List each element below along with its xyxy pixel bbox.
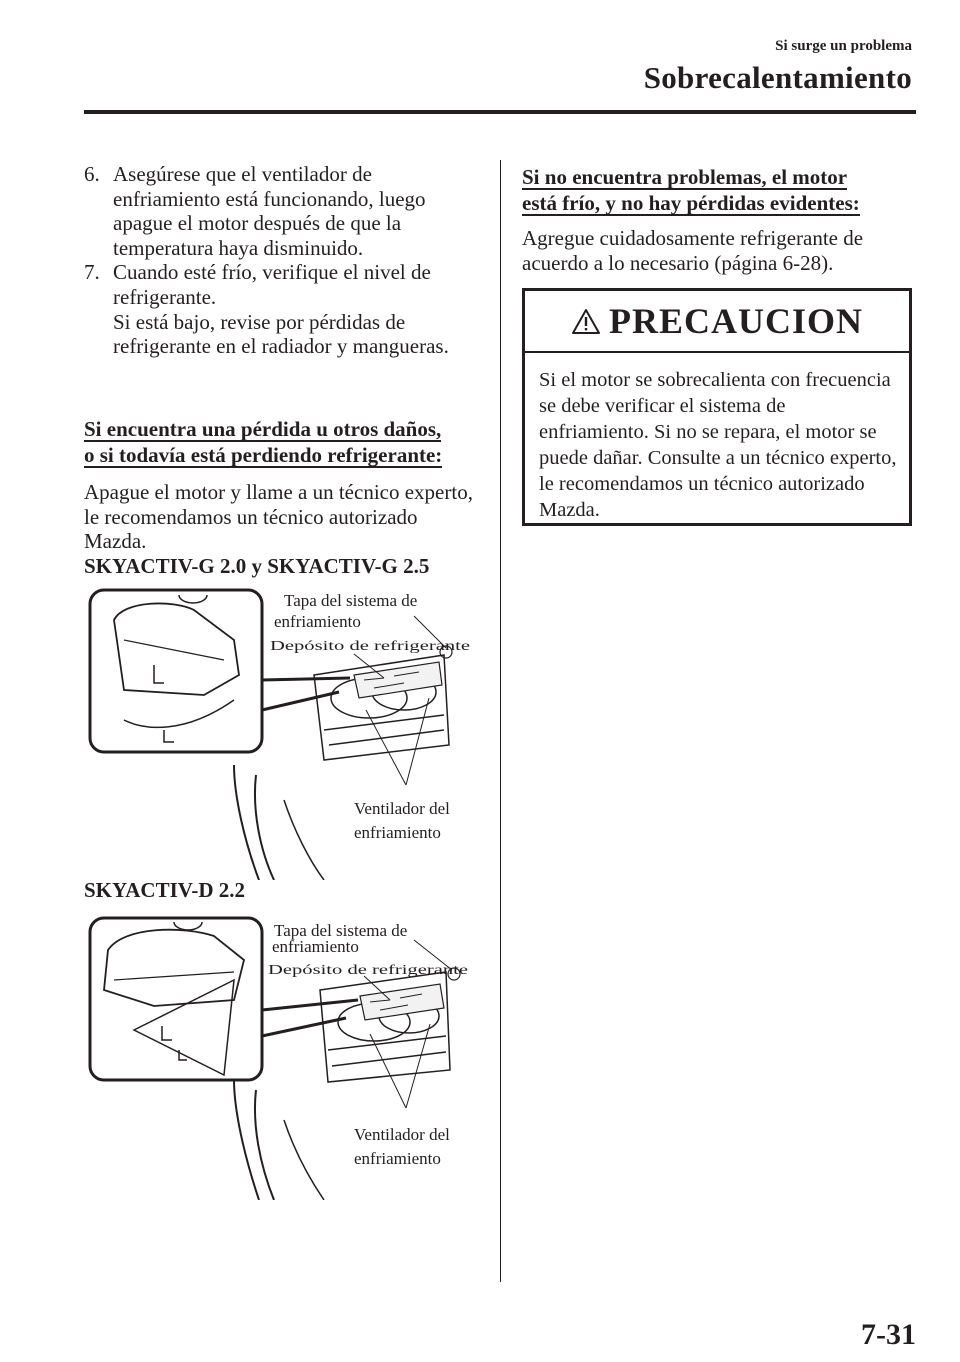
step-text-continued: Si está bajo, revise por pérdidas de refrigerante en el radiador y mangueras. [113, 309, 449, 359]
figure-d-label: SKYACTIV-D 2.2 [84, 878, 246, 902]
engine-bay-illustration-g [84, 580, 484, 880]
figure-d-fan-line1: Ventilador del [354, 1125, 450, 1144]
figure-d-fan-line2: enfriamiento [354, 1149, 441, 1168]
no-problem-body: Agregue cuidadosamente refrigerante de acuerdo a lo necesario (página 6-28). [522, 226, 864, 275]
no-problem-heading [522, 164, 922, 216]
figure-g-reservoir-label: Depósito de refrigerante [270, 639, 470, 654]
list-item [84, 162, 484, 260]
figure-g-fan-line2: enfriamiento [354, 823, 441, 842]
caution-title: PRECAUCION [608, 301, 863, 341]
step-number: 6. [84, 162, 100, 186]
figure-d [84, 910, 484, 1200]
leak-body: Apague el motor y llame a un técnico experto, le recomendamos un técnico autorizado Mazda. [84, 480, 473, 554]
caution-box [522, 288, 912, 526]
figure-d-reservoir-label: Depósito de refrigerante [268, 963, 468, 978]
figure-g-label: SKYACTIV-G 2.0 y SKYACTIV-G 2.5 [84, 554, 430, 578]
leak-heading-line2: o si todavía está perdiendo refrigerante: [84, 443, 443, 467]
header-rule [84, 110, 916, 114]
warning-triangle-icon [571, 308, 601, 335]
step-text: Cuando esté frío, verifique el nivel de refrigerante. [113, 260, 431, 309]
leak-heading-line1: Si encuentra una pérdida u otros daños, [84, 417, 442, 441]
figure-g-cap-line2: enfriamiento [274, 612, 361, 631]
steps-list [84, 162, 484, 359]
step-number: 7. [84, 260, 100, 285]
figure-g [84, 580, 484, 880]
figure-g-cap-line1: Tapa del sistema de [284, 591, 418, 610]
no-problem-heading-line1: Si no encuentra problemas, el motor [522, 165, 848, 189]
page-title: Sobrecalentamiento [643, 60, 912, 95]
figure-d-cap-line2: enfriamiento [272, 937, 359, 956]
caution-header [525, 291, 909, 353]
column-divider [500, 160, 501, 1282]
figure-g-fan-line1: Ventilador del [354, 799, 450, 818]
list-item [84, 260, 484, 358]
figure-d-cap-line1: Tapa del sistema de [274, 921, 408, 940]
leak-heading [84, 416, 504, 468]
step-text: Asegúrese que el ventilador de enfriamiento está funcionando, luego apague el motor después de que la temperatura haya disminuido. [113, 162, 426, 260]
engine-bay-illustration-d [84, 910, 484, 1200]
caution-body: Si el motor se sobrecalienta con frecuencia se debe verificar el sistema de enfriamiento. Si no se repara, el motor se puede dañar. Consulte a un técnico experto, le recomendamos un técnico autorizado Mazda. [539, 369, 897, 521]
header-section: Si surge un problema [775, 38, 912, 54]
no-problem-heading-line2: está frío, y no hay pérdidas evidentes: [522, 191, 860, 215]
page-number: 7-31 [861, 1318, 916, 1351]
